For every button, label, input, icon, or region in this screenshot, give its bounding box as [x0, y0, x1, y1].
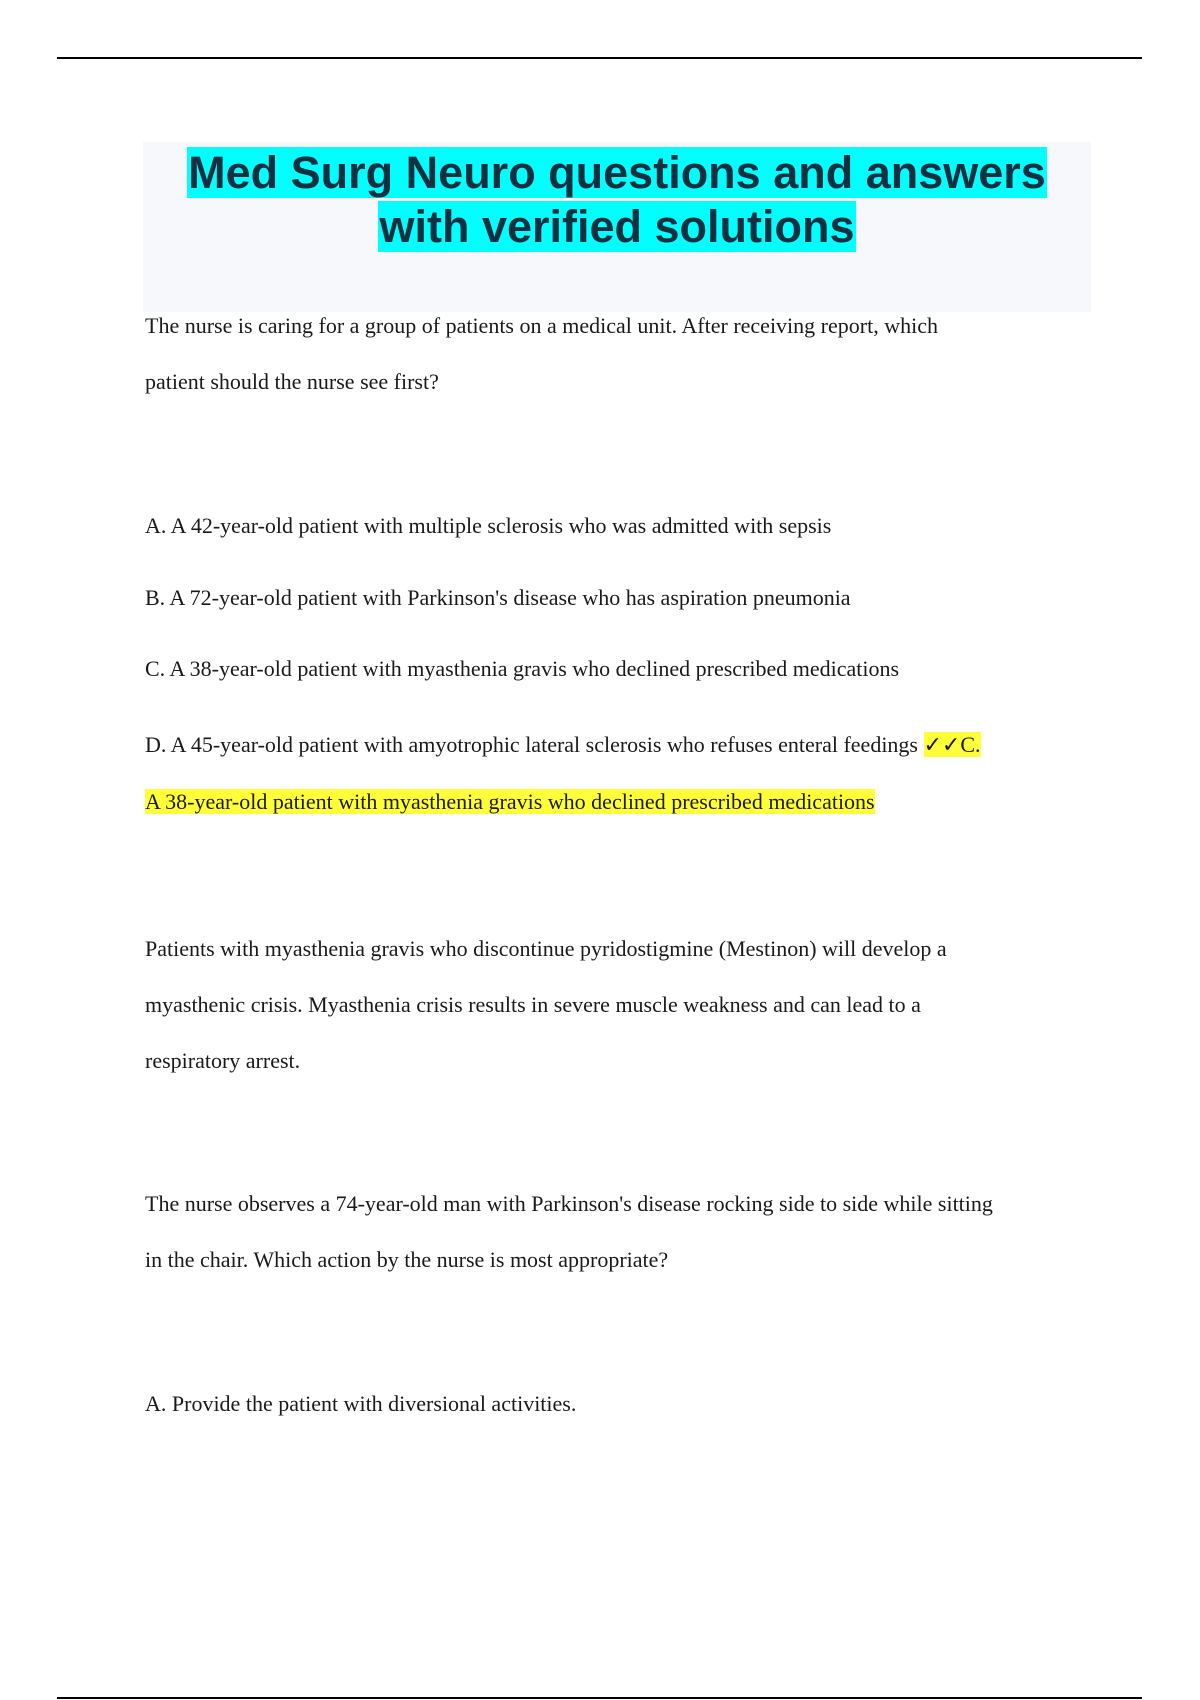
question-1-option-b: B. A 72-year-old patient with Parkinson's disease who has aspiration pneumonia — [145, 585, 851, 610]
answer-highlight-start — [924, 732, 981, 757]
question-1-rationale — [145, 921, 1085, 1089]
question-1-option-a: A. A 42-year-old patient with multiple sclerosis who was admitted with sepsis — [145, 513, 832, 538]
rationale-line-1: Patients with myasthenia gravis who discontinue pyridostigmine (Mestinon) will develop a — [145, 936, 947, 961]
question-1-line-1: The nurse is caring for a group of patients on a medical unit. After receiving report, which — [145, 313, 938, 338]
title-line-2: with verified solutions — [379, 201, 855, 252]
answer-letter: C. — [960, 732, 981, 757]
question-1-option-c: C. A 38-year-old patient with myasthenia gravis who declined prescribed medications — [145, 656, 900, 681]
question-1-option-d-and-answer — [145, 717, 1105, 830]
answer-text: A 38-year-old patient with myasthenia gravis who declined prescribed medications — [145, 789, 875, 814]
question-2-text — [145, 1176, 1105, 1288]
question-2-option-a: A. Provide the patient with diversional activities. — [145, 1391, 577, 1416]
title-line-1: Med Surg Neuro questions and answers — [188, 147, 1046, 198]
document-title — [143, 146, 1091, 254]
rationale-line-3: respiratory arrest. — [145, 1048, 301, 1073]
question-1-text — [145, 298, 1085, 410]
top-rule — [57, 57, 1142, 59]
question-2-line-2: in the chair. Which action by the nurse is most appropriate? — [145, 1247, 669, 1272]
double-check-icon: ✓✓ — [923, 733, 961, 758]
question-1-line-2: patient should the nurse see first? — [145, 369, 439, 394]
question-1-option-d: D. A 45-year-old patient with amyotrophic lateral sclerosis who refuses enteral feedings — [145, 732, 918, 757]
rationale-line-2: myasthenic crisis. Myasthenia crisis results in severe muscle weakness and can lead to a — [145, 992, 921, 1017]
question-2-line-1: The nurse observes a 74-year-old man with Parkinson's disease rocking side to side while sitting — [145, 1191, 993, 1216]
bottom-rule — [57, 1697, 1142, 1699]
